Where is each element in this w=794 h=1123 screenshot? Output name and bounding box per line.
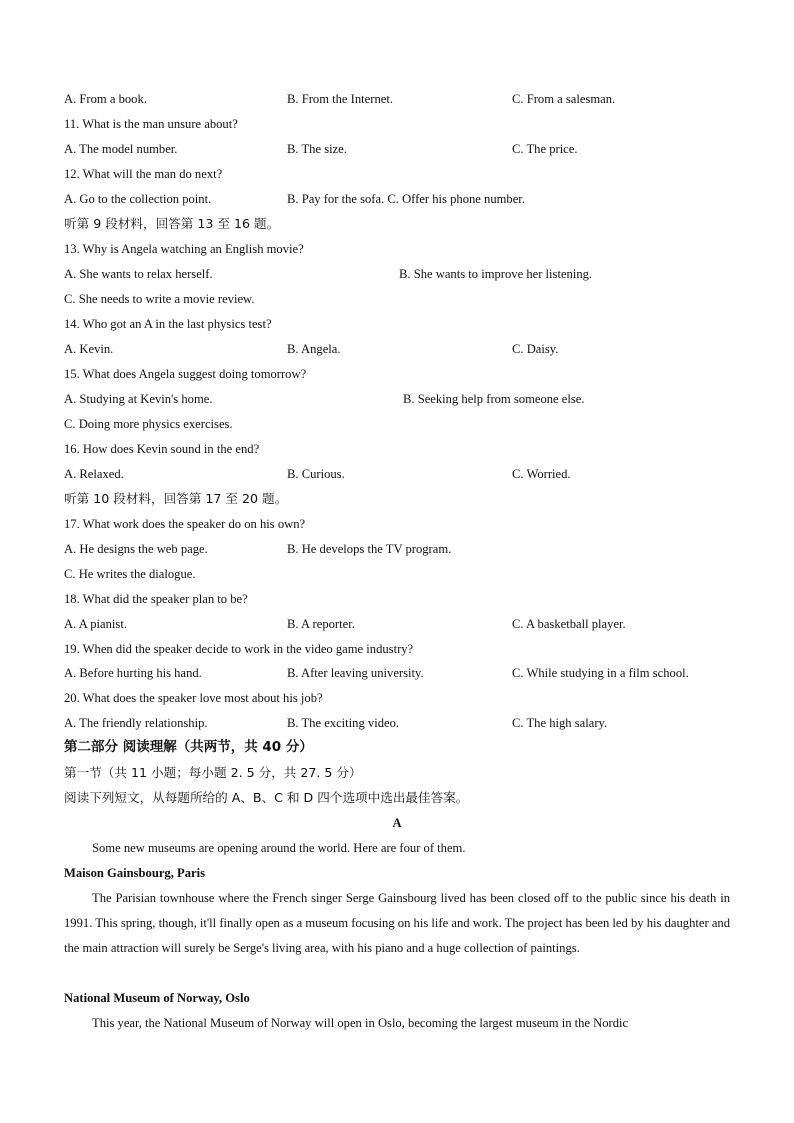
q18-option-a: A. A pianist. — [64, 617, 127, 631]
q19-option-c: C. While studying in a film school. — [512, 666, 689, 680]
q15-option-c: C. Doing more physics exercises. — [64, 417, 233, 431]
q16-option-c: C. Worried. — [512, 467, 571, 481]
part-2-heading: 第二部分 阅读理解（共两节，共 40 分） — [64, 739, 313, 755]
q14-option-c: C. Daisy. — [512, 342, 559, 356]
q19-option-b: B. After leaving university. — [287, 666, 424, 680]
q12-option-a: A. Go to the collection point. — [64, 192, 212, 206]
q14-option-b: B. Angela. — [287, 342, 341, 356]
q17-option-c: C. He writes the dialogue. — [64, 567, 196, 581]
q12-question: 12. What will the man do next? — [64, 167, 223, 181]
q11-option-c: C. The price. — [512, 142, 578, 156]
museum-2-text: This year, the National Museum of Norway will open in Oslo, becoming the largest museum in the Nordic — [92, 1016, 629, 1030]
q15-option-b: B. Seeking help from someone else. — [403, 392, 585, 406]
q13-question: 13. Why is Angela watching an English movie? — [64, 242, 304, 256]
passage-intro: Some new museums are opening around the world. Here are four of them. — [92, 841, 466, 855]
q11-question: 11. What is the man unsure about? — [64, 117, 238, 131]
q10-option-b: B. From the Internet. — [287, 92, 393, 106]
q19-question: 19. When did the speaker decide to work in the video game industry? — [64, 642, 414, 656]
q20-option-a: A. The friendly relationship. — [64, 716, 208, 730]
q16-question: 16. How does Kevin sound in the end? — [64, 442, 260, 456]
museum-2-title: National Museum of Norway, Oslo — [64, 991, 250, 1005]
q20-option-c: C. The high salary. — [512, 716, 608, 730]
part-2-section-1: 第一节（共 11 小题；每小题 2. 5 分，共 27. 5 分） — [64, 765, 362, 780]
q18-option-c: C. A basketball player. — [512, 617, 626, 631]
q20-option-b: B. The exciting video. — [287, 716, 400, 730]
passage-letter: A — [392, 816, 402, 830]
museum-1-text: The Parisian townhouse where the French singer Serge Gainsbourg lived has been closed off to the public since his death in 1991. This spring, though, it'll finally open as a museum focusing on his life and work. The project has been led by his daughter and the main attraction will surely be Serge's living area, with his piano and a huge collection of paintings. — [64, 891, 730, 955]
section-10-instruction: 听第 10 段材料，回答第 17 至 20 题。 — [64, 491, 288, 506]
q15-question: 15. What does Angela suggest doing tomorrow? — [64, 367, 307, 381]
q18-option-b: B. A reporter. — [287, 617, 355, 631]
q17-question: 17. What work does the speaker do on his own? — [64, 517, 306, 531]
q17-option-a: A. He designs the web page. — [64, 542, 208, 556]
q13-option-a: A. She wants to relax herself. — [64, 267, 213, 281]
q13-option-c: C. She needs to write a movie review. — [64, 292, 255, 306]
q18-question: 18. What did the speaker plan to be? — [64, 592, 248, 606]
q10-option-a: A. From a book. — [64, 92, 147, 106]
part-2-instructions: 阅读下列短文，从每题所给的 A、B、C 和 D 四个选项中选出最佳答案。 — [64, 790, 469, 805]
q13-option-b: B. She wants to improve her listening. — [399, 267, 593, 281]
q15-option-a: A. Studying at Kevin's home. — [64, 392, 213, 406]
q17-option-b: B. He develops the TV program. — [287, 542, 452, 556]
q10-option-c: C. From a salesman. — [512, 92, 616, 106]
q14-option-a: A. Kevin. — [64, 342, 114, 356]
q16-option-a: A. Relaxed. — [64, 467, 124, 481]
q20-question: 20. What does the speaker love most about his job? — [64, 691, 323, 705]
q11-option-b: B. The size. — [287, 142, 347, 156]
q14-question: 14. Who got an A in the last physics test? — [64, 317, 272, 331]
q19-option-a: A. Before hurting his hand. — [64, 666, 202, 680]
museum-1-title: Maison Gainsbourg, Paris — [64, 866, 205, 880]
q12-option-bc: B. Pay for the sofa. C. Offer his phone number. — [287, 192, 525, 206]
q11-option-a: A. The model number. — [64, 142, 178, 156]
section-9-instruction: 听第 9 段材料，回答第 13 至 16 题。 — [64, 216, 280, 231]
q16-option-b: B. Curious. — [287, 467, 345, 481]
